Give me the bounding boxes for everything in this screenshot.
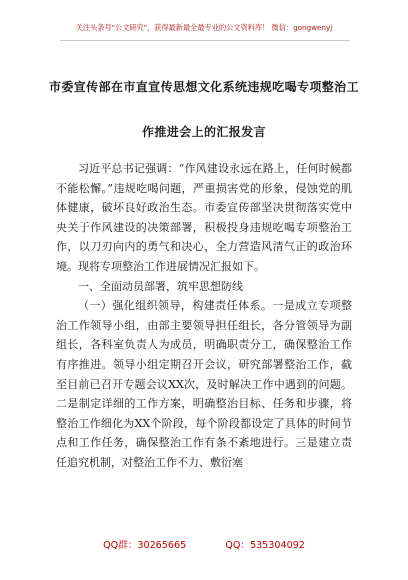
- body-paragraph-organization: （一）强化组织领导，构建责任体系。一是成立专项整治工作领导小组，由部主要领导担任组长，各分管领导为副组长，各科室负责人为成员，明确职责分工，确保整治工作有序推进。领导小组定期召开会议，研究部署整治工作，截至目前已召开专题会议XX次，及时解决工作中遇到的问题。二是制定详细的工作方案，明确整治目标、任务和步骤，将整治工作细化为XX个阶段，每个阶段都设定了具体的时间节点和工作任务，确保整治工作有条不紊地进行。三是建立责任追究机制，对整治工作不力、敷衍塞: [56, 299, 352, 469]
- body-paragraph-intro: 习近平总书记强调：“作风建设永远在路上，任何时候都不能松懈。”违规吃喝问题，严重损害党的形象，侵蚀党的肌体健康，破坏良好政治生态。市委宣传部坚决贯彻落实党中央关于作风建设的决策部署，积极投身违规吃喝专项整治工作，以刀刃向内的勇气和决心，全力营造风清气正的政治环境。现将专项整治工作进展情况汇报如下。: [56, 162, 352, 273]
- section-heading-1: 一、全面动员部署，筑牢思想防线: [78, 279, 243, 293]
- header-promo-banner: 关注头条号"公文研究"，获得最新最全最专业的公文资料库！ 微信：gongwenyj: [75, 23, 333, 32]
- footer-qq-number: QQ：535304092: [225, 540, 305, 551]
- document-body: [56, 159, 352, 473]
- document-title-line-1: 市委宣传部在市直宣传思想文化系统违规吃喝专项整治工: [48, 80, 359, 94]
- footer-qq-group: QQ群：30265665: [103, 540, 187, 551]
- document-title-line-2: 作推进会上的汇报发言: [141, 125, 266, 139]
- footer-contact: [0, 537, 408, 551]
- header-divider: [60, 40, 350, 41]
